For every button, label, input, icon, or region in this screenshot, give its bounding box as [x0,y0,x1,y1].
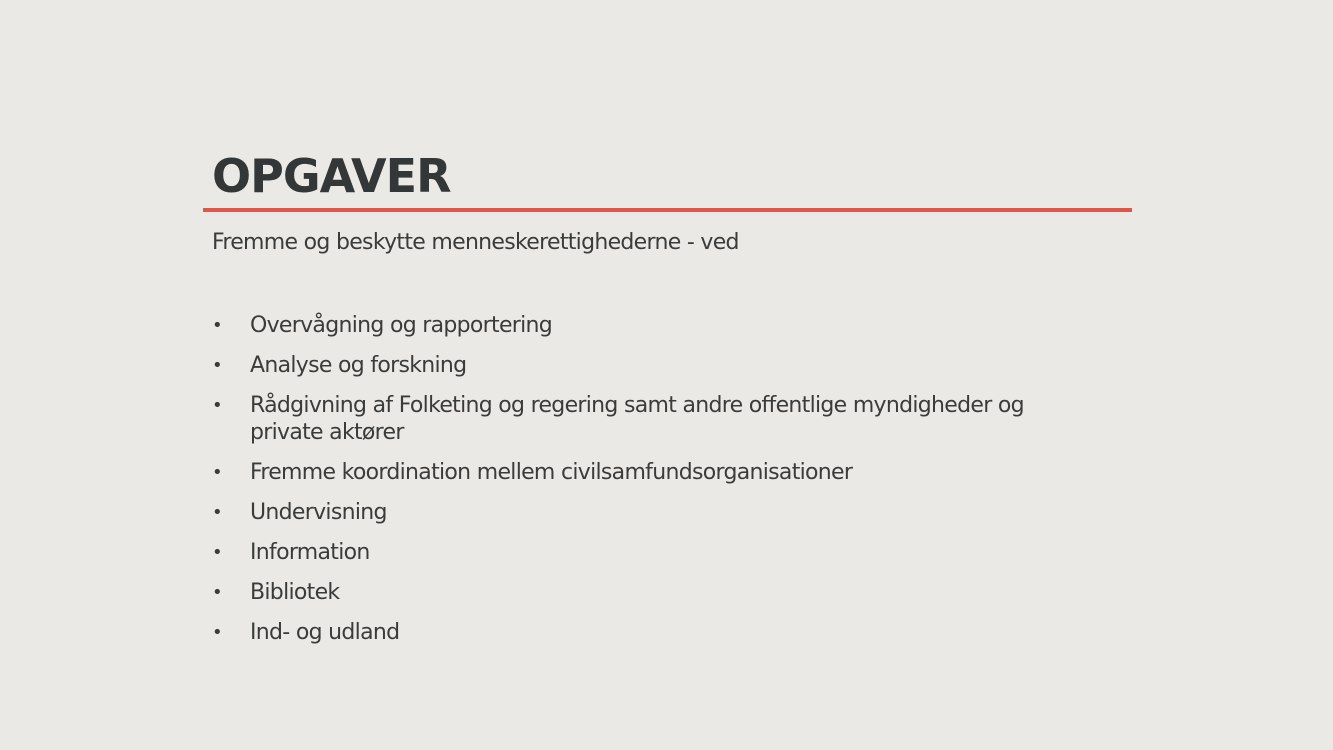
list-item-text: Information [250,540,370,565]
list-item [212,619,1092,646]
list-item-text: Bibliotek [250,580,340,605]
title-underline [203,208,1132,212]
slide-title: OPGAVER [212,149,451,203]
bullet-icon: • [212,542,222,563]
list-item-text: Analyse og forskning [250,353,467,378]
task-list [212,312,1092,659]
list-item [212,499,1092,526]
list-item [212,392,1092,446]
bullet-icon: • [212,502,222,523]
list-item [212,579,1092,606]
bullet-icon: • [212,462,222,483]
bullet-icon: • [212,622,222,643]
bullet-icon: • [212,355,222,376]
list-item [212,352,1092,379]
bullet-icon: • [212,582,222,603]
slide-subtitle: Fremme og beskytte menneskerettighederne - ved [212,230,739,255]
list-item-text: Overvågning og rapportering [250,313,553,338]
list-item [212,312,1092,339]
list-item-text: Fremme koordination mellem civilsamfundsorganisationer [250,460,853,485]
list-item-text: Rådgivning af Folketing og regering samt andre offentlige myndigheder og private aktører [250,393,1024,445]
list-item [212,459,1092,486]
bullet-icon: • [212,395,222,416]
bullet-icon: • [212,315,222,336]
list-item-text: Ind- og udland [250,620,400,645]
list-item [212,539,1092,566]
list-item-text: Undervisning [250,500,387,525]
